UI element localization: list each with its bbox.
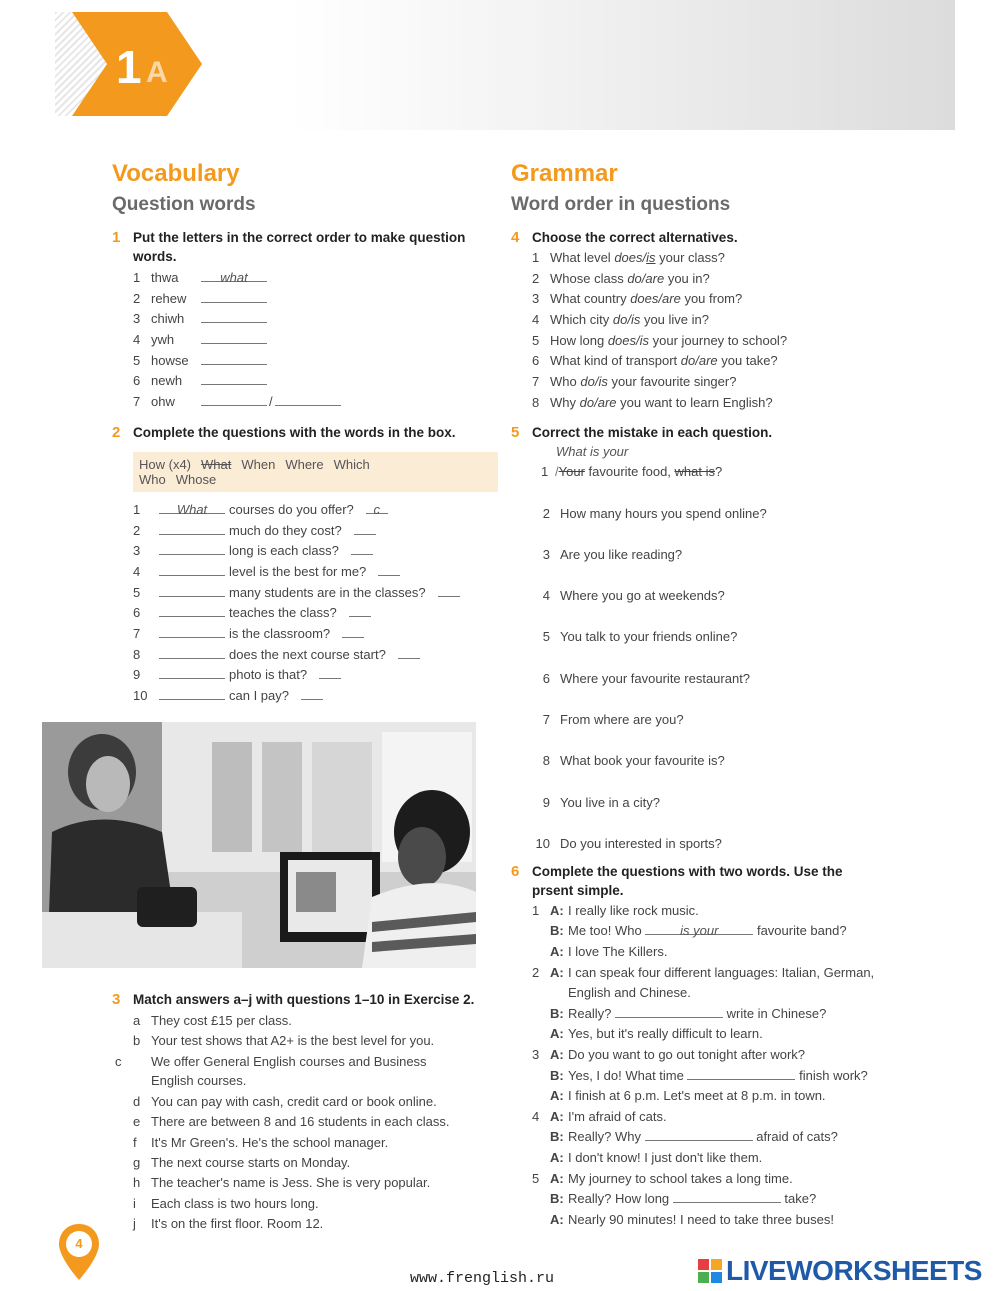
exercise-5-heading	[511, 423, 881, 442]
list-item: 6 newh	[133, 371, 482, 392]
dialogue-line: A: Yes, but it's really difficult to learn.	[550, 1026, 763, 1042]
list-item: d You can pay with cash, credit card or book online.	[133, 1093, 437, 1109]
exercise-5-list	[531, 504, 881, 858]
dialogue-line: 4 A: I'm afraid of cats.	[532, 1108, 667, 1124]
answer-blank[interactable]	[159, 665, 225, 679]
answer-blank[interactable]	[159, 562, 225, 576]
exercise-number: 3	[112, 991, 121, 1008]
match-blank[interactable]	[398, 645, 420, 659]
answer-blank[interactable]	[201, 351, 267, 365]
dialogue-line: A: Nearly 90 minutes! I need to take three buses!	[550, 1211, 834, 1227]
match-blank[interactable]	[301, 686, 323, 700]
answer-blank[interactable]: what	[201, 268, 267, 282]
list-item: i Each class is two hours long.	[133, 1195, 319, 1211]
list-item: 4 Which city do/is you live in?	[532, 312, 709, 328]
list-item: e There are between 8 and 16 students in each class.	[133, 1114, 450, 1130]
list-item: 4 level is the best for me?	[133, 562, 482, 583]
answer-blank[interactable]	[159, 521, 225, 535]
list-item: 5 many students are in the classes?	[133, 583, 482, 604]
list-item: j It's on the first floor. Room 12.	[133, 1216, 324, 1232]
list-item: 2 Whose class do/are you in?	[532, 270, 710, 286]
list-item: 3 chiwh	[133, 309, 482, 330]
list-item: 2 rehew	[133, 289, 482, 310]
list-item: 1 thwa what	[133, 268, 482, 289]
exercise-6-list	[532, 901, 881, 1231]
list-item: 1 What courses do you offer? c	[133, 500, 482, 521]
answer-blank[interactable]	[201, 330, 267, 344]
answer-blank[interactable]	[275, 392, 341, 406]
alternative-a[interactable]: does	[630, 291, 659, 307]
exercise-3-list	[115, 1011, 492, 1235]
list-item: 1 /Your favourite food, what is?	[541, 463, 723, 479]
grammar-subtitle: Word order in questions	[511, 194, 731, 215]
logo-squares-icon	[698, 1259, 722, 1283]
alternative-a[interactable]: do	[680, 353, 696, 369]
match-blank[interactable]	[349, 603, 371, 617]
list-item: 9 photo is that?	[133, 665, 482, 686]
header-gradient-bar	[290, 0, 955, 130]
exercise-number: 1	[112, 229, 121, 246]
match-blank[interactable]	[342, 624, 364, 638]
alternative-b[interactable]: is	[639, 332, 650, 348]
list-item: 8 Why do/are you want to learn English?	[532, 394, 773, 410]
dialogue-line: A: I don't know! I just don't like them.	[550, 1150, 763, 1165]
answer-blank[interactable]: What	[159, 500, 225, 514]
alternative-b[interactable]: is	[646, 250, 656, 265]
list-item: b Your test shows that A2+ is the best level for you.	[133, 1033, 435, 1049]
alternative-a[interactable]: do	[580, 374, 595, 390]
list-item: h The teacher's name is Jess. She is very popular.	[133, 1175, 431, 1191]
exercise-1-list	[133, 268, 482, 413]
list-item: 5 You talk to your friends online?	[542, 629, 738, 645]
exercise-2-heading	[112, 423, 482, 442]
dialogue-line: 3 A: Do you want to go out tonight after work?	[532, 1047, 806, 1063]
exercise-instruction: Complete the questions with the words in the box.	[133, 424, 456, 440]
dialogue-line: English and Chinese.	[568, 985, 691, 1001]
list-item: g The next course starts on Monday.	[133, 1154, 351, 1170]
exercise-number: 5	[511, 423, 520, 441]
list-item: 5 How long does/is your journey to school?	[532, 332, 788, 348]
handwritten-correction: What is your	[556, 443, 629, 459]
list-item: 10 Do you interested in sports?	[535, 835, 722, 851]
exercise-instruction: Choose the correct alternatives.	[532, 230, 738, 245]
answer-blank[interactable]	[201, 392, 267, 406]
answer-blank[interactable]	[159, 603, 225, 617]
word-box: How (x4) What When Where Which Who Whose	[133, 452, 498, 492]
dialogue-line: B: Really? write in Chinese?	[550, 1005, 827, 1021]
answer-blank[interactable]	[159, 686, 225, 700]
list-item: a They cost £15 per class.	[133, 1013, 292, 1028]
list-item: 2 much do they cost?	[133, 521, 482, 542]
list-item: 7 is the classroom?	[133, 624, 482, 645]
match-blank[interactable]	[378, 562, 400, 576]
list-item: 7 ohw /	[133, 392, 482, 413]
list-item: f It's Mr Green's. He's the school manager.	[133, 1134, 389, 1150]
dialogue-line: B: Really? Why afraid of cats?	[550, 1129, 838, 1145]
exercise-instruction: Correct the mistake in each question.	[532, 424, 773, 440]
answer-blank[interactable]: is your	[645, 921, 753, 935]
list-item: 5 howse	[133, 351, 482, 372]
match-blank[interactable]	[354, 521, 376, 535]
liveworksheets-logo	[698, 1255, 982, 1287]
match-blank[interactable]	[351, 541, 373, 555]
logo-text: LIVEWORKSHEETS	[726, 1255, 982, 1286]
list-item: 9 You live in a city?	[542, 794, 660, 810]
alternative-a[interactable]: do	[579, 394, 595, 410]
list-item: 3 What country does/are you from?	[532, 291, 743, 307]
exercise-2-list	[133, 500, 482, 707]
exercise-instruction: Match answers a–j with questions 1–10 in Exercise 2.	[133, 992, 475, 1007]
grammar-title: Grammar	[511, 160, 618, 187]
exercise-number: 6	[511, 862, 520, 880]
alternative-a[interactable]: does	[607, 332, 637, 348]
list-item: 6 What kind of transport do/are you take?	[532, 353, 778, 369]
photo-illustration	[42, 722, 476, 968]
alternative-b[interactable]: is	[630, 312, 641, 328]
dialogue-line: 1 A: I really like rock music.	[532, 902, 699, 918]
match-blank[interactable]	[438, 583, 460, 597]
answer-blank[interactable]	[615, 1004, 723, 1018]
exercise-5	[511, 423, 881, 858]
exercise-4-heading	[511, 228, 881, 247]
answer-blank[interactable]	[687, 1066, 795, 1080]
dialogue-line: B: Me too! Who is your favourite band?	[550, 923, 847, 939]
alternative-a[interactable]: does	[614, 250, 643, 265]
dialogue-line: B: Really? How long take?	[550, 1191, 817, 1207]
alternative-b[interactable]: are	[662, 291, 681, 307]
exercise-6-heading	[511, 862, 861, 900]
vocabulary-subtitle: Question words	[112, 194, 256, 215]
footer-url[interactable]: www.frenglish.ru	[410, 1270, 555, 1287]
alternative-a[interactable]: do	[627, 270, 642, 286]
exercise-instruction: Put the letters in the correct order to make question words.	[133, 230, 466, 264]
alternative-b[interactable]: is	[598, 374, 608, 390]
list-item: 6 Where your favourite restaurant?	[542, 670, 751, 686]
list-item: 6 teaches the class?	[133, 603, 482, 624]
dialogue-line: A: I love The Killers.	[550, 944, 668, 960]
alternative-a[interactable]: do	[612, 312, 628, 328]
list-item: 7 From where are you?	[542, 711, 684, 727]
dialogue-line: B: Yes, I do! What time finish work?	[550, 1067, 868, 1083]
reception-photo	[42, 722, 476, 968]
exercise-6	[511, 862, 881, 1231]
list-item: 4 ywh	[133, 330, 482, 351]
answer-blank[interactable]	[159, 645, 225, 659]
match-blank[interactable]: c	[366, 500, 388, 514]
list-item: 2 How many hours you spend online?	[542, 505, 767, 521]
vocabulary-title: Vocabulary	[112, 160, 240, 187]
unit-letter: A	[146, 56, 168, 89]
exercise-3-heading	[112, 990, 492, 1009]
unit-number: 1	[116, 41, 142, 93]
answer-blank[interactable]	[201, 309, 267, 323]
exercise-1-heading	[112, 228, 482, 266]
list-item: 8 What book your favourite is?	[542, 753, 725, 769]
dialogue-line: 2 A: I can speak four different languages: Italian, German,	[532, 964, 875, 980]
answer-blank[interactable]	[645, 1127, 753, 1141]
answer-blank[interactable]	[159, 541, 225, 555]
list-item: 3 Are you like reading?	[542, 546, 683, 562]
match-blank[interactable]	[319, 665, 341, 679]
list-item: 7 Who do/is your favourite singer?	[532, 374, 737, 390]
list-item: c We offer General English courses and Business English courses.	[115, 1053, 427, 1088]
exercise-number: 2	[112, 423, 121, 441]
exercise-number: 4	[511, 229, 520, 246]
grammar-column	[511, 160, 881, 1230]
exercise-3	[112, 990, 492, 1235]
list-item: 8 does the next course start?	[133, 645, 482, 666]
alternative-b[interactable]: are	[645, 270, 665, 286]
dialogue-line: A: I finish at 6 p.m. Let's meet at 8 p.m. in town.	[550, 1088, 826, 1104]
alternative-b[interactable]: are	[597, 394, 617, 410]
exercise-instruction: Complete the questions with two words. Use the prsent simple.	[532, 863, 843, 898]
list-item: 10 can I pay?	[133, 686, 482, 707]
exercise-4-list	[532, 248, 881, 414]
vocabulary-column	[112, 160, 482, 707]
page-pin-icon	[57, 1222, 101, 1282]
list-item: 3 long is each class?	[133, 541, 482, 562]
alternative-b[interactable]: are	[698, 353, 718, 369]
answer-blank[interactable]	[201, 371, 267, 385]
answer-blank[interactable]	[159, 624, 225, 638]
answer-blank[interactable]	[201, 289, 267, 303]
dialogue-line: 5 A: My journey to school takes a long time.	[532, 1170, 793, 1186]
page-number: 4	[75, 1236, 83, 1251]
answer-blank[interactable]	[673, 1189, 781, 1203]
list-item: 4 Where you go at weekends?	[542, 588, 725, 604]
answer-blank[interactable]	[159, 583, 225, 597]
list-item: 1 What level does/is your class?	[532, 250, 725, 265]
